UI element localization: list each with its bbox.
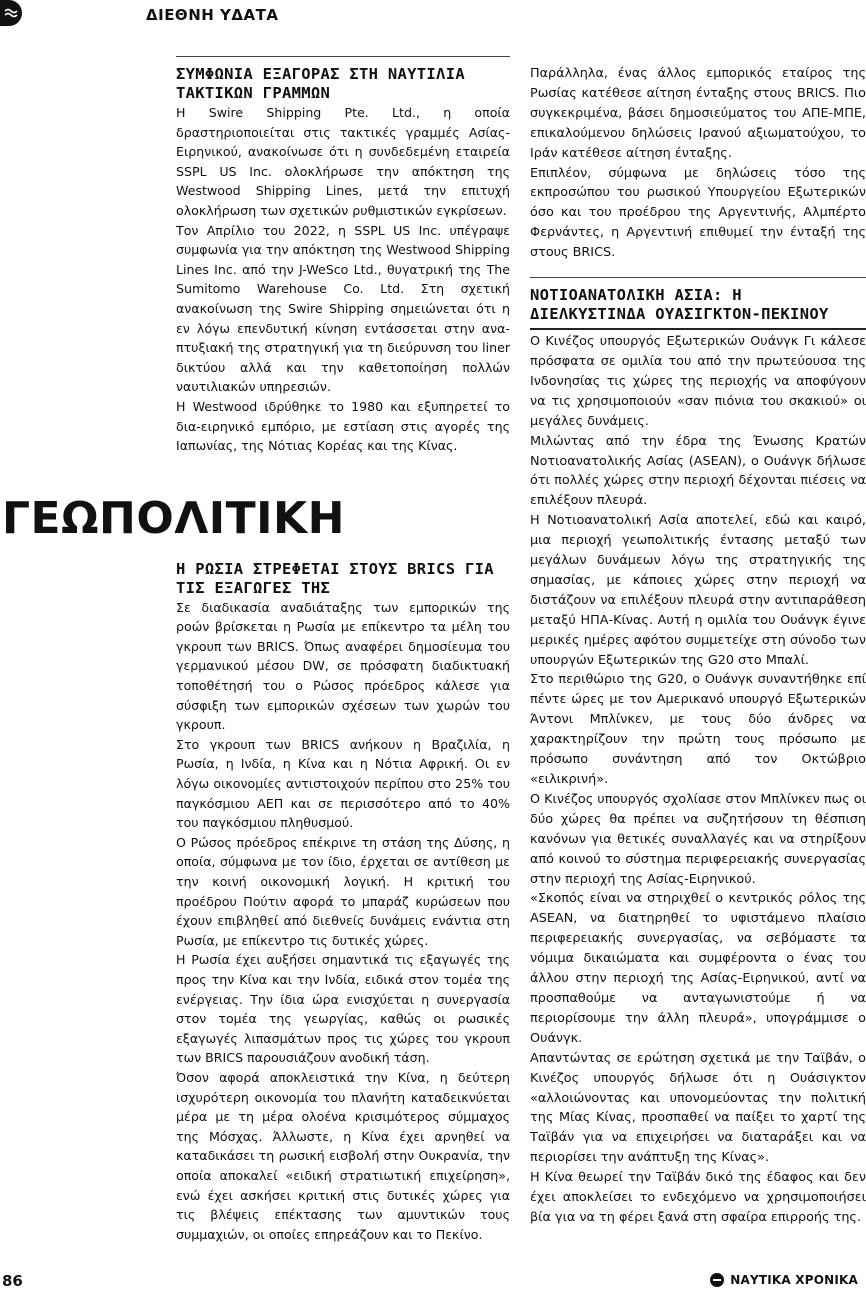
article-paragraph: Τον Απρίλιο του 2022, η SSPL US Inc. υπέγραψε συμφωνία για την απόκτηση της Westwood Shipping Lines Inc. από την J-WeSco Ltd., θυγατρική της The Sumitomo Warehouse Co. Ltd. Στη σχετική ανακοίνωση της Swire Shipping σημειώνεται ότι η εν λόγω επενδυτική κίνηση εντάσσεται στην αναπτυξιακή της στρατηγική για τη διεύρυνση του liner δικτύου αλλά και την καθετοποίηση πολλών ναυτιλιακών υπηρεσιών. [176, 222, 510, 395]
article-paragraph: Η Ρωσία έχει αυξήσει σημαντικά τις εξαγωγές της προς την Κίνα και την Ινδία, ειδικά στον τομέα της ενέργειας. Την ίδια ώρα ενισχύεται η συνεργασία στον τομέα της γεωργίας, καθώς οι ρωσικές εξαγωγές λιπασμάτων προς τις χώρες του γκρουπ των BRICS παρουσιάζουν ανοδική τάση. [176, 952, 510, 1066]
right-column [530, 64, 866, 1228]
article-paragraph: Μιλώντας από την έδρα της Ένωσης Κρατών Νοτιοανατολικής Ασίας (ASEAN), ο Ουάνγκ δήλωσε ότι πολλές χώρες στην περιοχή δέχονται πιέσεις να επιλέξουν πλευρά. [530, 433, 866, 509]
article-headline: ΣΥΜΦΩΝΙΑ ΕΞΑΓΟΡΑΣ ΣΤΗ ΝΑΥΤΙΛΙΑ ΤΑΚΤΙΚΩΝ ΓΡΑΜΜΩΝ [176, 65, 465, 102]
article-paragraph: Σε διαδικασία αναδιάταξης των εμπορικών της ροών βρίσκεται η Ρωσία με επίκεντρο τα μέλη του γκρουπ των BRICS. Όπως αναφέρει δημοσίευμα του γερμανικού μέσου DW, σε πρόσφατη διαδικτυακή τοποθέτησή του ο Ρώσος πρόεδρος κάλεσε για σύσφιξη των εμπορικών σχέσεων των χωρών του γκρουπ. [176, 599, 510, 733]
divider [530, 328, 866, 330]
article-paragraph: Ο Ρώσος πρόεδρος επέκρινε τη στάση της Δύσης, η οποία, σύμφωνα με τον ίδιο, έρχεται σε αντίθεση με την κοινή οικονομική λογική. Η κριτική του προέδρου Πούτιν αφορά το μπαράζ κυρώσεων που έχουν επιβληθεί από διεθνείς δυνάμεις ενάντια στη Ρωσία, με επίκεντρο τις δυτικές χώρες. [176, 834, 510, 948]
article-paragraph: Η Westwood ιδρύθηκε το 1980 και εξυπηρετεί το δια-ειρηνικό εμπόριο, με εστίαση στις αγορές της Ιαπωνίας, της Νότιας Κορέας και της Κίνας. [176, 398, 510, 454]
article-paragraph: Ο Κινέζος υπουργός σχολίασε στον Μπλίνκεν πως οι δύο χώρες θα πρέπει να συζητήσουν τη θέσπιση κανόνων για θετικές συναλλαγές και να στηρίξουν από κοινού το σύστημα περιφερειακής συνεργασίας στην περιοχή της Ασίας-Ειρηνικού. [530, 791, 866, 887]
section-label: ΔΙΕΘΝΗ ΥΔΑΤΑ [146, 6, 279, 24]
article-paragraph: Ο Κινέζος υπουργός Εξωτερικών Ουάνγκ Γι κάλεσε πρόσφατα σε ομιλία του από την πρωτεύουσα της Ινδονησίας τις χώρες της περιοχής να αποφύγουν να τις χρησιμοποιούν «σαν πιόνια του σκακιού» οι μεγάλες δυνάμεις. [530, 334, 866, 429]
divider [530, 277, 866, 278]
brand-icon [710, 1273, 724, 1287]
article-paragraph: Απαντώντας σε ερώτηση σχετικά με την Ταϊβάν, ο Κινέζος υπουργός δήλωσε ότι η Ουάσιγκτον «αλλοιώνοντας και υπονομεύοντας την πολιτική της Μίας Κίνας, προσπαθεί να παίξει το χαρτί της Ταϊβάν για να επιχειρήσει να διαταράξει και να περιορίσει την ανάπτυξη της Κίνας». [530, 1050, 866, 1166]
article-asean [530, 286, 866, 1228]
brand-logo [710, 1273, 858, 1287]
article-brics [176, 560, 510, 1245]
page-number: 86 [2, 1272, 23, 1290]
article-paragraph: Όσον αφορά αποκλειστικά την Κίνα, η δεύτερη ισχυρότερη οικονομία του πλανήτη καταδεικνύεται μέρα με τη μέρα ολοένα κρισιμότερος σύμμαχος της Μόσχας. Άλλωστε, η Κίνα έχει αρνηθεί να καταδικάσει τη ρωσική εισβολή στην Ουκρανία, την οποία αποκαλεί «ειδική στρατιωτική επιχείρηση», ενώ έχει ασκήσει κριτική στις δυτικές χώρες για τις βλέψεις επέκτασης των αμυντικών τους συμμαχιών, οι οποίες επηρεάζουν και το Πεκίνο. [176, 1069, 510, 1242]
article-paragraph: Η Swire Shipping Pte. Ltd., η οποία δραστηριοποιείται στις τακτικές γραμμές Ασίας-Ειρηνικού, ανακοίνωσε ότι η συνδεδεμένη εταιρεία SSPL US Inc. ολοκλήρωσε την απόκτηση της Westwood Shipping Lines, μετά την επιτυχή ολοκλήρωση των σχετικών ρυθμιστικών εγκρίσεων. [176, 105, 510, 218]
article-paragraph: Παράλληλα, ένας άλλος εμπορικός εταίρος της Ρωσίας κατέθεσε αίτηση ένταξης στους BRICS. Πιο συγκεκριμένα, βάσει δημοσιεύματος του ΑΠΕ-ΜΠΕ, επικαλούμενου δηλώσεις Ιρανού αξιωματούχου, το Ιράν κατέθεσε αίτηση ένταξης. [530, 66, 866, 161]
article-swire [176, 65, 510, 456]
wave-icon [0, 0, 22, 26]
left-column [176, 56, 510, 1244]
article-paragraph: Στο γκρουπ των BRICS ανήκουν η Βραζιλία, η Ρωσία, η Ινδία, η Κίνα και η Νότια Αφρική. Οι εν λόγω οικονομίες αντιστοιχούν περίπου στο 25% του παγκόσμιου ΑΕΠ και σε περισσότερο από το 40% του παγκόσμιου πληθυσμού. [176, 736, 510, 831]
article-paragraph: Η Νοτιοανατολική Ασία αποτελεί, εδώ και καιρό, μια περιοχή γεωπολιτικής έντασης μεταξύ των μεγάλων δυνάμεων λόγω της στρατηγικής της σημασίας, με κάποιες χώρες στην περιοχή να διστάζουν να επιλέξουν πλευρά στην αντιπαράθεση μεταξύ ΗΠΑ-Κίνας. Αυτή η ομιλία του Ουάνγκ έγινε μερικές ημέρες αφότου συμμετείχε στη σύνοδο των υπουργών Εξωτερικών της G20 στο Μπαλί. [530, 513, 866, 668]
article-paragraph: «Σκοπός είναι να στηριχθεί ο κεντρικός ρόλος της ASEAN, να διατηρηθεί το υφιστάμενο πλαίσιο περιφερειακής συνεργασίας, να σεβόμαστε τα νόμιμα δικαιώματα και συμφέροντα ο ένας του άλλου στην περιοχή της Ασίας-Ειρηνικού, αντί να προσπαθούμε να ανταγωνιστούμε ή να περιορίσουμε την άλλη πλευρά», υπογράμμισε ο Ουάνγκ. [530, 891, 866, 1046]
page-title: ΓΕΩΠΟΛΙΤΙΚΗ [2, 493, 345, 544]
article-paragraph: Η Κίνα θεωρεί την Ταϊβάν δικό της έδαφος και δεν έχει αποκλείσει το ενδεχόμενο να χρησιμοποιήσει βία για να τη φέρει ξανά στη σφαίρα επιρροής της. [530, 1170, 866, 1225]
article-paragraph: Επιπλέον, σύμφωνα με δηλώσεις τόσο της εκπροσώπου του ρωσικού Υπουργείου Εξωτερικών όσο και του προέδρου της Αργεντινής, Αλμπέρτο Φερνάντες, η Αργεντινή επιθυμεί την ένταξή της στους BRICS. [530, 165, 866, 261]
article-headline: ΝΟΤΙΟΑΝΑΤΟΛΙΚΗ ΑΣΙΑ: Η ΔΙΕΛΚΥΣΤΙΝΔΑ ΟΥΑΣΙΓΚΤΟΝ-ΠΕΚΙΝΟΥ [530, 286, 829, 324]
brand-name: ΝΑΥΤΙΚΑ ΧΡΟΝΙΚΑ [730, 1273, 858, 1287]
divider [176, 56, 510, 57]
article-paragraph: Στο περιθώριο της G20, ο Ουάνγκ συναντήθηκε επί πέντε ώρες με τον Αμερικανό υπουργό Εξωτερικών Άντονι Μπλίνκεν, με τους δύο άνδρες να χαρακτηρίζουν την πρώτη τους πρόσωπο με πρόσωπο συνάντηση από τον Οκτώβριο «ειλικρινή». [530, 672, 866, 787]
article-headline: Η ΡΩΣΙΑ ΣΤΡΕΦΕΤΑΙ ΣΤΟΥΣ BRICS ΓΙΑ ΤΙΣ ΕΞΑΓΩΓΕΣ ΤΗΣ [176, 559, 494, 597]
